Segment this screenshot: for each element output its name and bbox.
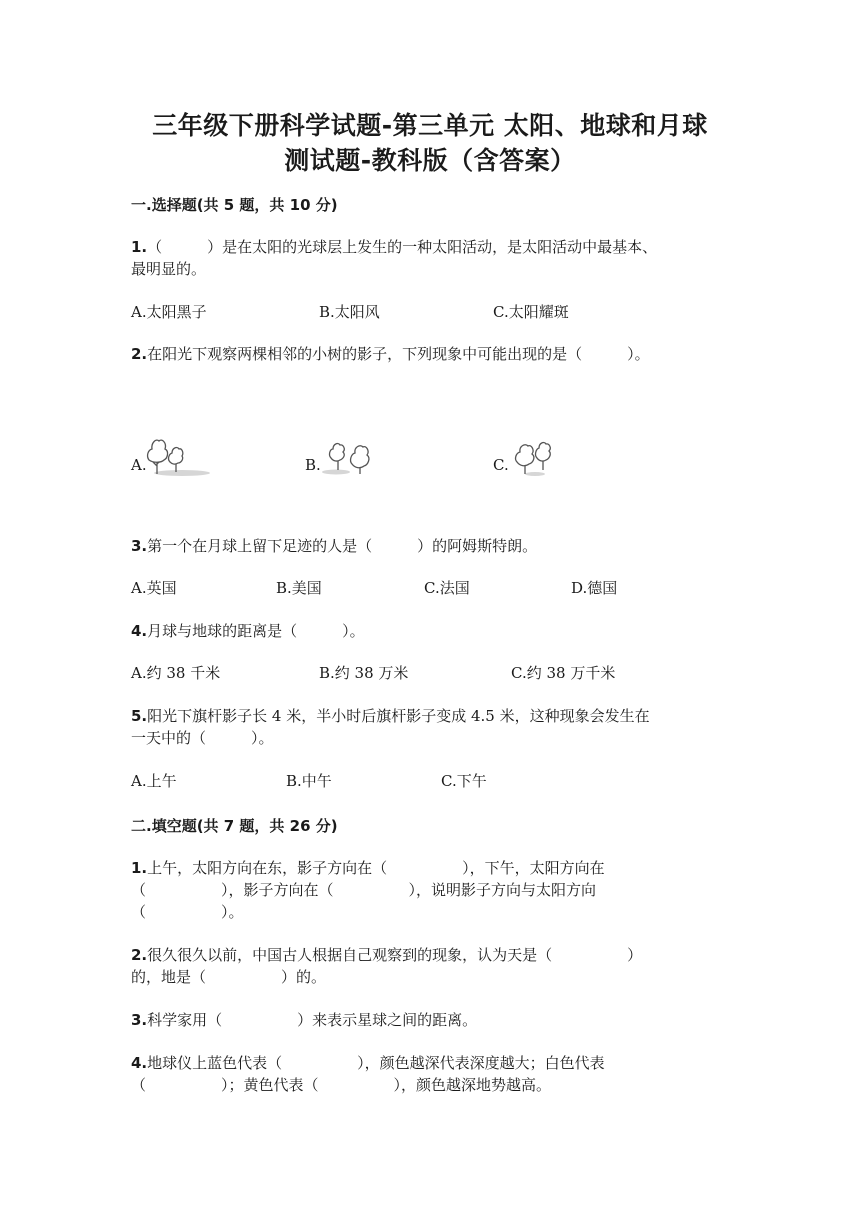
- trees-shadow-option-c-image: [509, 432, 567, 482]
- option-c: C.下午: [441, 772, 487, 790]
- section-heading-choice: 一.选择题(共 5 题，共 10 分): [131, 196, 338, 214]
- question-2-1-line-3: （ ）。: [131, 903, 244, 921]
- page-title-line-2: 测试题-教科版（含答案）: [284, 146, 576, 175]
- option-b: B.约 38 万米: [319, 664, 409, 682]
- question-number: 1.: [131, 238, 148, 256]
- question-text: 阳光下旗杆影子长 4 米，半小时后旗杆影子变成 4.5 米，这种现象会发生在: [147, 707, 650, 725]
- question-2-4: [131, 1052, 731, 1074]
- option-c: C.法国: [424, 579, 470, 597]
- question-number: 2.: [131, 345, 148, 363]
- trees-shadow-option-a-image: [144, 430, 214, 482]
- option-b: B.太阳风: [319, 303, 380, 321]
- option-a: A.约 38 千米: [131, 664, 221, 682]
- question-text: 月球与地球的距离是（ ）。: [147, 622, 365, 640]
- question-number: 4.: [131, 622, 148, 640]
- question-text: 第一个在月球上留下足迹的人是（ ）的阿姆斯特朗。: [147, 537, 538, 555]
- question-text: 很久很久以前，中国古人根据自己观察到的现象，认为天是（ ）: [147, 946, 643, 964]
- option-b: B.美国: [276, 579, 322, 597]
- question-2-2: [131, 944, 731, 966]
- question-2-4-line-2: （ ）；黄色代表（ ），颜色越深地势越高。: [131, 1076, 552, 1094]
- option-a: A.: [131, 456, 147, 474]
- question-2-1-line-2: （ ），影子方向在（ ），说明影子方向与太阳方向: [131, 881, 597, 899]
- question-2-2-line-2: 的，地是（ ）的。: [131, 968, 327, 986]
- question-text: 科学家用（ ）来表示星球之间的距离。: [147, 1011, 478, 1029]
- option-b: B.: [305, 456, 321, 474]
- question-1-1-line-2: 最明显的。: [131, 260, 207, 278]
- question-number: 4.: [131, 1054, 148, 1072]
- question-text: 上午，太阳方向在东，影子方向在（ ），下午，太阳方向在: [147, 859, 605, 877]
- question-1-2: [131, 343, 731, 365]
- question-1-1: [131, 236, 731, 258]
- option-a: A.上午: [131, 772, 177, 790]
- option-c: C.: [493, 456, 509, 474]
- question-text: 地球仪上蓝色代表（ ），颜色越深代表深度越大；白色代表: [147, 1054, 605, 1072]
- question-text: 在阳光下观察两棵相邻的小树的影子，下列现象中可能出现的是（ ）。: [147, 345, 650, 363]
- question-number: 5.: [131, 707, 148, 725]
- question-2-1: [131, 857, 731, 879]
- option-c: C.太阳耀斑: [493, 303, 569, 321]
- option-a: A.太阳黑子: [131, 303, 207, 321]
- question-text: （ ）是在太阳的光球层上发生的一种太阳活动，是太阳活动中最基本、: [147, 238, 658, 256]
- question-number: 3.: [131, 1011, 148, 1029]
- option-a: A.英国: [131, 579, 177, 597]
- question-number: 1.: [131, 859, 148, 877]
- option-c: C.约 38 万千米: [511, 664, 616, 682]
- option-d: D.德国: [571, 579, 618, 597]
- section-heading-fill-in: 二.填空题(共 7 题，共 26 分): [131, 817, 338, 835]
- question-1-5: [131, 705, 731, 727]
- trees-shadow-option-b-image: [320, 434, 384, 482]
- question-1-5-line-2: 一天中的（ ）。: [131, 729, 274, 747]
- question-number: 2.: [131, 946, 148, 964]
- question-2-3: [131, 1009, 731, 1031]
- page-title-line-1: 三年级下册科学试题-第三单元 太阳、地球和月球: [152, 111, 708, 140]
- question-1-4: [131, 620, 731, 642]
- option-b: B.中午: [286, 772, 332, 790]
- question-number: 3.: [131, 537, 148, 555]
- question-1-3: [131, 535, 731, 557]
